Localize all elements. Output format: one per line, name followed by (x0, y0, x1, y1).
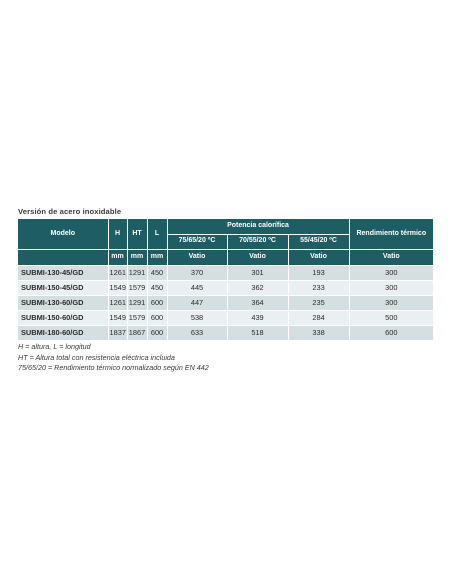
table-row (18, 310, 433, 325)
footnote-dimensions: H = altura, L = longitud (18, 342, 91, 351)
header-unit-l: mm (147, 249, 167, 265)
header-col-55-45: 55/45/20 ºC (288, 234, 349, 249)
cell-power-75-65: 633 (167, 325, 227, 340)
cell-h: 1837 (108, 325, 127, 340)
header-unit-h: mm (108, 249, 127, 265)
cell-power-55-45: 284 (288, 310, 349, 325)
table-row (18, 295, 433, 310)
cell-l: 450 (147, 265, 167, 280)
header-model: Modelo (18, 219, 108, 249)
cell-model: SUBMI-130-60/GD (18, 295, 108, 310)
cell-power-70-55: 364 (227, 295, 288, 310)
cell-power-55-45: 233 (288, 280, 349, 295)
header-h: H (108, 219, 127, 249)
spec-table (18, 219, 433, 341)
cell-ht: 1291 (127, 295, 147, 310)
cell-rendimiento: 300 (349, 280, 433, 295)
header-ht: HT (127, 219, 147, 249)
cell-ht: 1291 (127, 265, 147, 280)
table-row (18, 325, 433, 340)
footnote-total-height: HT = Altura total con resistencia eléctrica incluida (18, 352, 175, 362)
cell-ht: 1579 (127, 310, 147, 325)
section-title: Versión de acero inoxidable (18, 207, 122, 216)
footnotes (18, 342, 209, 374)
cell-l: 600 (147, 295, 167, 310)
cell-power-55-45: 193 (288, 265, 349, 280)
cell-l: 600 (147, 310, 167, 325)
table-row (18, 265, 433, 280)
cell-power-70-55: 518 (227, 325, 288, 340)
header-unit-rendimiento: Vatio (349, 249, 433, 265)
header-unit-70-55: Vatio (227, 249, 288, 265)
cell-model: SUBMI-150-60/GD (18, 310, 108, 325)
cell-rendimiento: 500 (349, 310, 433, 325)
footnote-standard: 75/65/20 = Rendimiento térmico normalizado según EN 442 (18, 363, 209, 372)
cell-l: 450 (147, 280, 167, 295)
header-unit-55-45: Vatio (288, 249, 349, 265)
cell-model: SUBMI-180-60/GD (18, 325, 108, 340)
header-rendimiento: Rendimiento térmico (349, 219, 433, 249)
cell-model: SUBMI-150-45/GD (18, 280, 108, 295)
header-l: L (147, 219, 167, 249)
header-unit-model-empty (18, 249, 108, 265)
header-unit-75-65: Vatio (167, 249, 227, 265)
cell-rendimiento: 300 (349, 295, 433, 310)
cell-l: 600 (147, 325, 167, 340)
cell-h: 1261 (108, 265, 127, 280)
table-row (18, 280, 433, 295)
cell-ht: 1579 (127, 280, 147, 295)
cell-power-70-55: 439 (227, 310, 288, 325)
cell-power-70-55: 362 (227, 280, 288, 295)
cell-model: SUBMI-130-45/GD (18, 265, 108, 280)
cell-power-70-55: 301 (227, 265, 288, 280)
cell-power-75-65: 447 (167, 295, 227, 310)
cell-h: 1549 (108, 280, 127, 295)
cell-h: 1261 (108, 295, 127, 310)
cell-ht: 1867 (127, 325, 147, 340)
cell-power-75-65: 370 (167, 265, 227, 280)
header-unit-ht: mm (127, 249, 147, 265)
cell-h: 1549 (108, 310, 127, 325)
header-col-70-55: 70/55/20 ºC (227, 234, 288, 249)
cell-power-75-65: 445 (167, 280, 227, 295)
cell-power-55-45: 235 (288, 295, 349, 310)
header-power-group: Potencia calorífica (167, 219, 349, 234)
cell-power-75-65: 538 (167, 310, 227, 325)
cell-rendimiento: 300 (349, 265, 433, 280)
cell-rendimiento: 600 (349, 325, 433, 340)
header-col-75-65: 75/65/20 ºC (167, 234, 227, 249)
cell-power-55-45: 338 (288, 325, 349, 340)
